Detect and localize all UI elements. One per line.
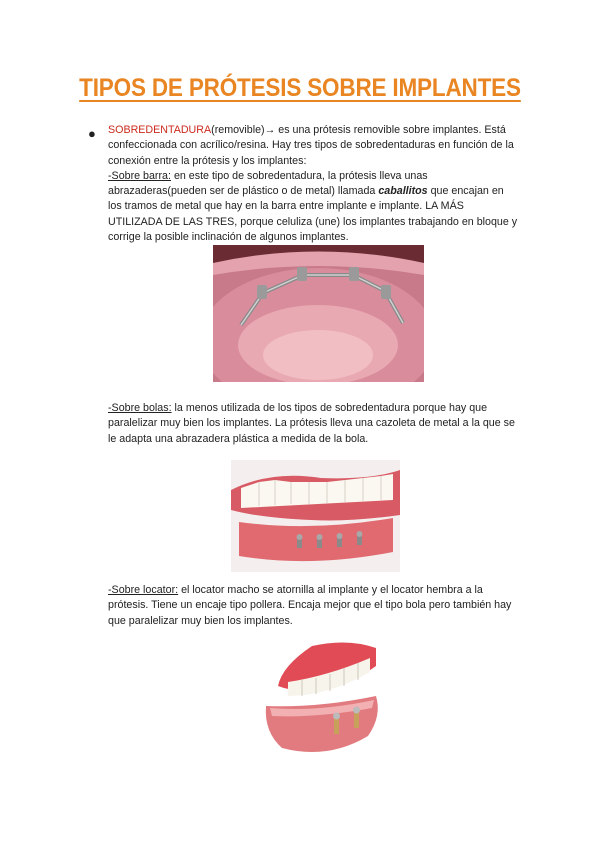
- barra-text-2: que encajan en los tramos de metal que hay en la barra entre implante e implante. LA MÁS UTILIZADA DE LAS TRES, porque celuliza (une) los implantes trabajando en bloque y corrige la posible inclinación de algunos implantes.: [108, 185, 518, 244]
- bolas-illustration: [231, 460, 400, 572]
- locator-text: el locator macho se atornilla al implante y el locator hembra a la prótesis. Tiene un encaje tipo pollera. Encaja mejor que el tipo bola pero también hay que paralelizar muy bien los implantes.: [108, 584, 512, 627]
- barra-text-1: en este tipo de sobredentadura, la prótesis lleva unas abrazaderas(pueden ser de plástico o de metal) llamada: [108, 169, 428, 198]
- intro-paragraph: [108, 123, 518, 245]
- locator-illustration: [258, 636, 384, 762]
- bolas-text: la menos utilizada de los tipos de sobredentadura porque hay que paralelizar muy bien los implantes. La prótesis lleva una cazoleta de metal a la que se le adapta una abrazadera plástica a medida de la bola.: [108, 402, 515, 445]
- barra-label: -Sobre barra:: [108, 169, 171, 182]
- bolas-paragraph: [108, 401, 518, 447]
- locator-overdenture-image: [258, 636, 384, 762]
- intro-text: → es una prótesis removible sobre implantes. Está confeccionada con acrílico/resina. Hay tres tipos de sobredentaduras en función de la conexión entre la prótesis y los implantes:: [108, 124, 514, 167]
- bullet-marker: ●: [88, 126, 96, 141]
- locator-paragraph: [108, 583, 518, 629]
- intro-paren: (removible): [211, 124, 265, 136]
- barra-overdenture-image: [213, 245, 424, 382]
- barra-illustration: [213, 245, 424, 382]
- bolas-overdenture-image: [231, 460, 400, 572]
- caballitos-term: caballitos: [378, 185, 428, 198]
- page-title: TIPOS DE PRÓTESIS SOBRE IMPLANTES: [79, 74, 521, 102]
- bolas-label: -Sobre bolas:: [108, 402, 172, 414]
- locator-label: -Sobre locator:: [108, 584, 179, 596]
- sobredentadura-term: SOBREDENTADURA: [108, 124, 212, 136]
